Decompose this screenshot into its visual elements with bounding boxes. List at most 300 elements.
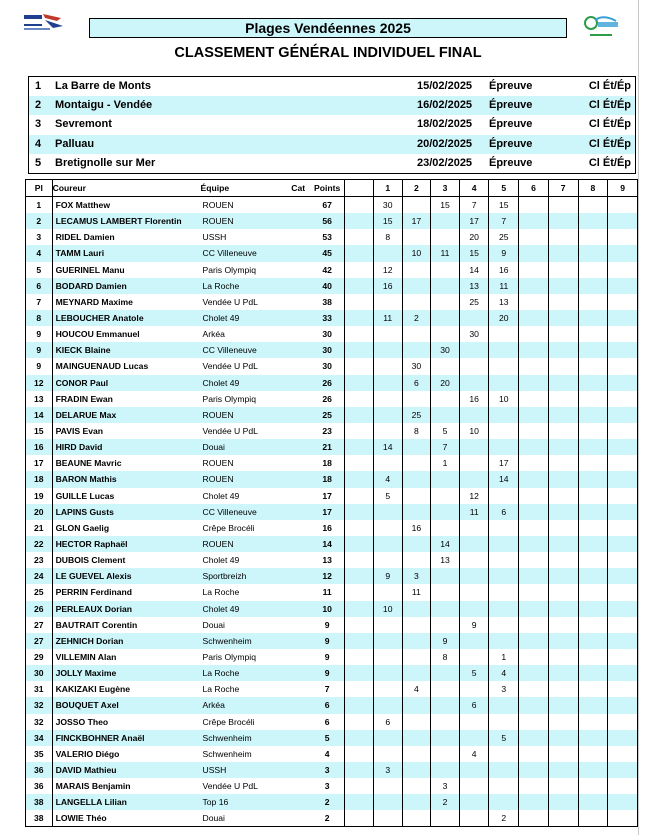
event-score-cell — [578, 294, 608, 310]
table-row — [26, 278, 638, 294]
event-score-cell — [578, 649, 608, 665]
event-score-cell — [373, 407, 402, 423]
header-event-4: 4 — [459, 180, 489, 197]
event-score-cell — [548, 714, 578, 730]
event-score-cell — [519, 584, 549, 600]
team-cell: Paris Olympiq — [202, 264, 256, 275]
event-score-cell — [373, 358, 402, 374]
event-score-cell — [519, 714, 549, 730]
event-score-cell — [489, 423, 519, 439]
category-cell — [286, 294, 310, 310]
event-score-cell — [402, 504, 431, 520]
event-score-cell — [578, 601, 608, 617]
team-cell: Schwenheim — [200, 633, 286, 649]
event-score-cell: 8 — [402, 423, 431, 439]
table-row — [26, 730, 638, 746]
event-score-cell — [519, 197, 549, 214]
event-score-cell — [402, 746, 431, 762]
rider-name-cell: VILLEMIN Alan — [52, 649, 200, 665]
table-row — [26, 633, 638, 649]
event-score-cell — [608, 358, 638, 374]
event-score-cell — [519, 262, 549, 278]
event-score-cell — [489, 697, 519, 713]
event-score-cell: 9 — [373, 568, 402, 584]
event-score-cell — [548, 762, 578, 778]
event-score-cell: 7 — [459, 197, 489, 214]
event-score-cell — [402, 552, 431, 568]
event-row — [29, 135, 635, 154]
spacer-cell — [345, 633, 374, 649]
table-row — [26, 681, 638, 697]
event-score-cell — [578, 778, 608, 794]
event-score-cell — [608, 552, 638, 568]
points-cell: 4 — [310, 746, 345, 762]
table-row — [26, 439, 638, 455]
category-cell — [286, 358, 310, 374]
event-score-cell — [431, 568, 460, 584]
event-score-cell: 9 — [489, 245, 519, 261]
spacer-cell — [345, 810, 374, 827]
page-edge — [638, 0, 639, 835]
event-score-cell: 6 — [373, 714, 402, 730]
spacer-cell — [345, 471, 374, 487]
event-score-cell — [459, 714, 489, 730]
event-score-cell — [578, 536, 608, 552]
event-score-cell — [548, 601, 578, 617]
event-score-cell — [548, 294, 578, 310]
event-score-cell — [548, 471, 578, 487]
event-score-cell — [519, 326, 549, 342]
team-cell: La Roche — [200, 278, 286, 294]
event-score-cell: 13 — [459, 278, 489, 294]
team-cell: Vendée U PdL — [202, 361, 258, 372]
event-score-cell — [459, 568, 489, 584]
spacer-cell — [345, 762, 374, 778]
team-cell: Douai — [202, 619, 225, 630]
header-event-7: 7 — [548, 180, 578, 197]
event-score-cell: 15 — [431, 197, 460, 214]
event-score-cell — [373, 391, 402, 407]
event-score-cell — [548, 746, 578, 762]
rank-cell: 27 — [26, 633, 53, 649]
rider-name-cell: CONOR Paul — [52, 375, 200, 391]
event-score-cell: 11 — [459, 504, 489, 520]
rank-cell: 3 — [26, 229, 53, 245]
event-score-cell — [489, 568, 519, 584]
event-score-cell: 7 — [431, 439, 460, 455]
event-score-cell: 15 — [373, 213, 402, 229]
rank-cell: 17 — [26, 455, 53, 471]
event-score-cell: 11 — [373, 310, 402, 326]
event-score-cell — [402, 197, 431, 214]
category-cell — [286, 649, 310, 665]
rider-name-cell: BOUQUET Axel — [52, 697, 200, 713]
event-score-cell — [548, 730, 578, 746]
event-score-cell — [431, 294, 460, 310]
event-score-cell: 9 — [431, 633, 460, 649]
event-score-cell — [373, 375, 402, 391]
event-score-cell — [548, 520, 578, 536]
event-score-cell: 7 — [489, 213, 519, 229]
event-score-cell: 1 — [431, 455, 460, 471]
event-score-cell — [489, 746, 519, 762]
rider-name-cell: BODARD Damien — [52, 278, 200, 294]
event-score-cell — [489, 633, 519, 649]
event-score-cell — [402, 649, 431, 665]
event-score-cell: 14 — [489, 471, 519, 487]
event-place: Bretignolle sur Mer — [55, 156, 156, 169]
event-score-cell — [402, 617, 431, 633]
event-score-cell — [578, 439, 608, 455]
header-event-2: 2 — [402, 180, 431, 197]
event-score-cell — [373, 665, 402, 681]
event-score-cell — [402, 762, 431, 778]
category-cell — [286, 552, 310, 568]
rider-name-cell: ZEHNICH Dorian — [52, 633, 200, 649]
event-score-cell — [519, 536, 549, 552]
event-score-cell — [608, 601, 638, 617]
event-score-cell — [519, 391, 549, 407]
team-cell: Vendée U PdL — [202, 296, 258, 307]
event-score-cell — [402, 391, 431, 407]
event-score-cell: 6 — [402, 375, 431, 391]
category-cell — [286, 584, 310, 600]
event-score-cell — [459, 762, 489, 778]
event-score-cell — [519, 794, 549, 810]
table-row — [26, 746, 638, 762]
rank-cell: 24 — [26, 568, 53, 584]
table-row — [26, 471, 638, 487]
header-event-1: 1 — [373, 180, 402, 197]
event-score-cell — [548, 455, 578, 471]
event-score-cell — [608, 326, 638, 342]
event-score-cell: 20 — [489, 310, 519, 326]
event-score-cell — [548, 504, 578, 520]
event-score-cell — [608, 471, 638, 487]
event-score-cell — [548, 262, 578, 278]
event-score-cell — [402, 794, 431, 810]
points-cell: 17 — [310, 504, 345, 520]
event-score-cell — [578, 245, 608, 261]
event-type: Épreuve — [489, 137, 533, 150]
category-cell — [286, 213, 310, 229]
ranking-table — [25, 179, 638, 827]
spacer-cell — [345, 681, 374, 697]
event-score-cell: 10 — [459, 423, 489, 439]
rank-cell: 12 — [26, 375, 53, 391]
event-score-cell — [578, 681, 608, 697]
event-score-cell — [548, 391, 578, 407]
event-score-cell — [578, 810, 608, 827]
event-score-cell — [578, 584, 608, 600]
points-cell: 9 — [310, 649, 345, 665]
header-event-9: 9 — [608, 180, 638, 197]
event-score-cell — [608, 697, 638, 713]
rank-cell: 6 — [26, 278, 53, 294]
event-score-cell — [489, 358, 519, 374]
page-title: Plages Vendéennes 2025 — [89, 18, 567, 38]
event-score-cell — [489, 584, 519, 600]
team-cell: CC Villeneuve — [200, 504, 286, 520]
event-type: Épreuve — [489, 118, 533, 131]
points-cell: 56 — [310, 213, 345, 229]
event-score-cell — [402, 229, 431, 245]
event-score-cell — [548, 649, 578, 665]
points-cell: 3 — [310, 778, 345, 794]
rank-cell: 25 — [26, 584, 53, 600]
event-score-cell: 3 — [402, 568, 431, 584]
event-score-cell — [548, 794, 578, 810]
event-score-cell — [519, 375, 549, 391]
event-score-cell — [431, 310, 460, 326]
table-row — [26, 262, 638, 278]
event-number: 2 — [35, 99, 42, 112]
header-team: Équipe — [200, 180, 286, 197]
event-score-cell — [373, 617, 402, 633]
rank-cell: 9 — [26, 358, 53, 374]
rank-cell: 38 — [26, 794, 53, 810]
table-row — [26, 245, 638, 261]
rider-name-cell: HIRD David — [52, 439, 200, 455]
header-points: Points — [310, 180, 345, 197]
table-row — [26, 391, 638, 407]
category-cell — [286, 407, 310, 423]
team-cell: ROUEN — [200, 407, 286, 423]
event-score-cell — [459, 601, 489, 617]
rider-name-cell: BAUTRAIT Corentin — [52, 617, 200, 633]
event-score-cell — [608, 810, 638, 827]
event-score-cell: 10 — [402, 245, 431, 261]
rider-name-cell: TAMM Lauri — [52, 245, 200, 261]
event-score-cell — [373, 504, 402, 520]
event-score-cell — [608, 439, 638, 455]
event-date: 16/02/2025 — [417, 99, 473, 112]
event-score-cell — [578, 278, 608, 294]
event-score-cell — [519, 681, 549, 697]
event-score-cell — [459, 310, 489, 326]
points-cell: 3 — [310, 762, 345, 778]
event-score-cell — [489, 601, 519, 617]
team-cell: Arkéa — [200, 697, 286, 713]
spacer-cell — [345, 794, 374, 810]
team-cell: Cholet 49 — [202, 555, 240, 566]
event-score-cell — [548, 681, 578, 697]
spacer-cell — [345, 536, 374, 552]
table-row — [26, 213, 638, 229]
event-score-cell — [489, 439, 519, 455]
event-score-cell — [489, 778, 519, 794]
header-event-8: 8 — [578, 180, 608, 197]
event-score-cell — [548, 810, 578, 827]
event-score-cell — [548, 423, 578, 439]
spacer-cell — [345, 504, 374, 520]
category-cell — [286, 423, 310, 439]
event-score-cell — [373, 794, 402, 810]
spacer-cell — [345, 245, 374, 261]
rider-name-cell: DAVID Mathieu — [52, 762, 200, 778]
event-score-cell: 10 — [489, 391, 519, 407]
category-cell — [286, 697, 310, 713]
event-score-cell — [519, 423, 549, 439]
header-event-6: 6 — [519, 180, 549, 197]
event-score-cell — [402, 326, 431, 342]
rider-name-cell: KAKIZAKI Eugène — [52, 681, 200, 697]
event-score-cell: 16 — [489, 262, 519, 278]
table-row — [26, 714, 638, 730]
rank-cell: 29 — [26, 649, 53, 665]
rank-cell: 1 — [26, 197, 53, 214]
category-cell — [286, 375, 310, 391]
table-row — [26, 310, 638, 326]
event-score-cell — [402, 342, 431, 358]
event-score-cell — [608, 520, 638, 536]
table-row — [26, 697, 638, 713]
event-score-cell — [608, 536, 638, 552]
event-score-cell — [548, 552, 578, 568]
event-score-cell — [431, 391, 460, 407]
points-cell: 9 — [310, 617, 345, 633]
event-score-cell — [608, 455, 638, 471]
event-score-cell: 11 — [489, 278, 519, 294]
event-score-cell — [402, 471, 431, 487]
event-score-cell — [459, 471, 489, 487]
spacer-cell — [345, 488, 374, 504]
event-score-cell — [431, 488, 460, 504]
spacer-cell — [345, 310, 374, 326]
points-cell: 45 — [310, 245, 345, 261]
event-score-cell — [578, 520, 608, 536]
event-score-cell: 17 — [489, 455, 519, 471]
event-score-cell — [402, 810, 431, 827]
table-row — [26, 601, 638, 617]
event-date: 18/02/2025 — [417, 118, 473, 131]
points-cell: 18 — [310, 455, 345, 471]
event-score-cell — [431, 665, 460, 681]
category-cell — [286, 536, 310, 552]
event-score-cell: 17 — [402, 213, 431, 229]
event-score-cell — [608, 197, 638, 214]
spacer-cell — [345, 439, 374, 455]
event-category: Cl Ét/Ép — [588, 99, 631, 112]
event-score-cell: 9 — [459, 617, 489, 633]
category-cell — [286, 229, 310, 245]
event-score-cell — [578, 552, 608, 568]
event-score-cell — [548, 342, 578, 358]
rider-name-cell: BARON Mathis — [52, 471, 200, 487]
rider-name-cell: MAINGUENAUD Lucas — [52, 358, 200, 374]
event-score-cell — [608, 488, 638, 504]
event-score-cell — [548, 568, 578, 584]
rank-cell: 31 — [26, 681, 53, 697]
event-score-cell — [373, 342, 402, 358]
rank-cell: 22 — [26, 536, 53, 552]
category-cell — [286, 810, 310, 827]
event-score-cell — [519, 649, 549, 665]
event-score-cell — [402, 455, 431, 471]
event-score-cell: 12 — [459, 488, 489, 504]
spacer-cell — [345, 229, 374, 245]
spacer-cell — [345, 358, 374, 374]
points-cell: 30 — [310, 342, 345, 358]
table-row — [26, 375, 638, 391]
event-score-cell — [548, 617, 578, 633]
event-score-cell: 6 — [489, 504, 519, 520]
points-cell: 2 — [310, 794, 345, 810]
category-cell — [286, 471, 310, 487]
event-score-cell — [519, 278, 549, 294]
event-score-cell — [431, 326, 460, 342]
event-score-cell — [608, 278, 638, 294]
event-score-cell — [459, 649, 489, 665]
event-score-cell — [548, 213, 578, 229]
rank-cell: 4 — [26, 245, 53, 261]
team-cell: Schwenheim — [200, 730, 286, 746]
rank-cell: 2 — [26, 213, 53, 229]
event-score-cell — [608, 262, 638, 278]
event-score-cell — [548, 197, 578, 214]
event-score-cell — [519, 810, 549, 827]
event-score-cell — [519, 601, 549, 617]
category-cell — [286, 681, 310, 697]
event-score-cell — [548, 326, 578, 342]
points-cell: 12 — [310, 568, 345, 584]
spacer-cell — [345, 697, 374, 713]
event-score-cell — [459, 407, 489, 423]
event-type: Épreuve — [489, 156, 533, 169]
rider-name-cell: FRADIN Ewan — [52, 391, 200, 407]
rider-name-cell: LECAMUS LAMBERT Florentin — [52, 213, 200, 229]
event-score-cell — [373, 697, 402, 713]
event-score-cell — [578, 730, 608, 746]
event-score-cell — [402, 714, 431, 730]
event-score-cell — [459, 633, 489, 649]
event-score-cell — [431, 358, 460, 374]
event-score-cell — [489, 552, 519, 568]
event-score-cell — [608, 407, 638, 423]
event-score-cell — [402, 697, 431, 713]
event-score-cell — [431, 229, 460, 245]
spacer-cell — [345, 520, 374, 536]
team-cell: Cholet 49 — [202, 490, 240, 501]
category-cell — [286, 762, 310, 778]
event-score-cell — [578, 407, 608, 423]
event-score-cell — [608, 746, 638, 762]
rider-name-cell: DELARUE Max — [52, 407, 200, 423]
points-cell: 67 — [310, 197, 345, 214]
event-row — [29, 77, 635, 96]
event-score-cell — [373, 746, 402, 762]
points-cell: 26 — [310, 375, 345, 391]
table-row — [26, 488, 638, 504]
team-cell: Crêpe Brocéli — [202, 522, 255, 533]
event-score-cell: 5 — [431, 423, 460, 439]
table-row — [26, 423, 638, 439]
rider-name-cell: LEBOUCHER Anatole — [52, 310, 200, 326]
rank-cell: 23 — [26, 552, 53, 568]
event-score-cell — [489, 407, 519, 423]
event-score-cell — [373, 326, 402, 342]
table-row — [26, 294, 638, 310]
rank-cell: 27 — [26, 617, 53, 633]
event-score-cell — [608, 633, 638, 649]
spacer-cell — [345, 552, 374, 568]
team-cell: ROUEN — [200, 213, 286, 229]
event-score-cell: 14 — [431, 536, 460, 552]
spacer-cell — [345, 197, 374, 214]
points-cell: 40 — [310, 278, 345, 294]
event-score-cell — [578, 746, 608, 762]
event-number: 5 — [35, 156, 42, 169]
